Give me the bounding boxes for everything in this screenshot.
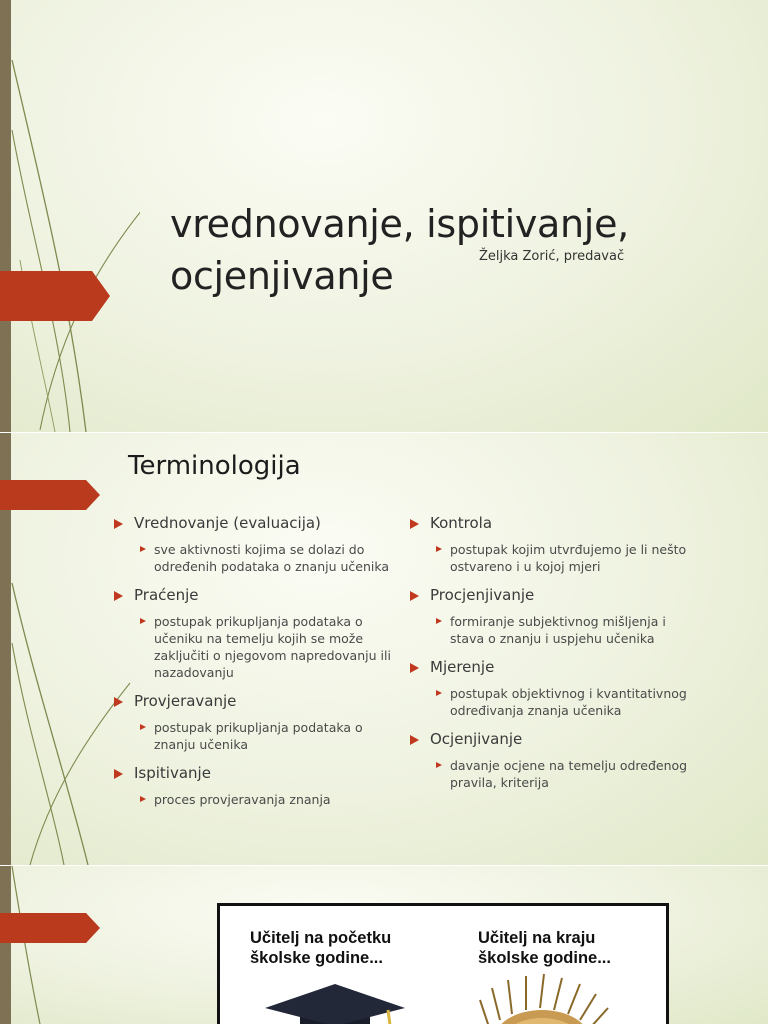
arrow-flag-icon — [0, 913, 100, 943]
decorative-curves — [0, 0, 140, 432]
term-group — [408, 657, 693, 719]
author-name: Željka Zorić, predavač — [479, 249, 625, 264]
term-definition: postupak prikupljanja podataka o učeniku na temelju kojih se može zaključiti o njegovom napredovanju ili nazadovanju — [112, 613, 397, 681]
term-group — [408, 729, 693, 791]
slide-title: Terminologija — [128, 451, 301, 481]
term-group — [408, 513, 693, 575]
term-heading: Ocjenjivanje — [408, 729, 693, 749]
term-definition: davanje ocjene na temelju određenog pravila, kriterija — [408, 757, 693, 791]
term-definition: postupak kojim utvrđujemo je li nešto ostvareno i u kojoj mjeri — [408, 541, 693, 575]
title-slide — [0, 0, 768, 432]
caption-start-of-year: Učitelj na početku školske godine... — [250, 929, 392, 967]
teacher-graduate-illustration — [260, 970, 410, 1024]
term-heading: Praćenje — [112, 585, 397, 605]
term-heading: Kontrola — [408, 513, 693, 533]
term-definition: sve aktivnosti kojima se dolazi do određenih podataka o znanju učenika — [112, 541, 397, 575]
term-heading: Mjerenje — [408, 657, 693, 677]
term-definition: postupak prikupljanja podataka o znanju učenika — [112, 719, 397, 753]
term-definition: postupak objektivnog i kvantitativnog određivanja znanja učenika — [408, 685, 693, 719]
term-group — [408, 585, 693, 647]
term-definition: proces provjeravanja znanja — [112, 791, 397, 808]
term-group — [112, 691, 397, 753]
term-definition: formiranje subjektivnog mišljenja i stava o znanju i uspjehu učenika — [408, 613, 693, 647]
term-group — [112, 585, 397, 681]
term-heading: Ispitivanje — [112, 763, 397, 783]
terminology-right-column — [408, 513, 693, 801]
terminology-left-column — [112, 513, 397, 818]
arrow-flag-icon — [0, 480, 100, 510]
term-group — [112, 763, 397, 808]
cartoon-image — [217, 903, 669, 1024]
decorative-curves — [0, 866, 140, 1024]
term-heading: Procjenjivanje — [408, 585, 693, 605]
caption-end-of-year: Učitelj na kraju školske godine... — [478, 929, 611, 967]
term-heading: Vrednovanje (evaluacija) — [112, 513, 397, 533]
presentation-title: vrednovanje, ispitivanje, ocjenjivanje — [170, 202, 629, 298]
term-group — [112, 513, 397, 575]
terminology-slide — [0, 433, 768, 865]
arrow-flag-icon — [0, 271, 110, 321]
cartoon-slide — [0, 866, 768, 1024]
frazzled-teacher-illustration — [470, 970, 620, 1024]
term-heading: Provjeravanje — [112, 691, 397, 711]
